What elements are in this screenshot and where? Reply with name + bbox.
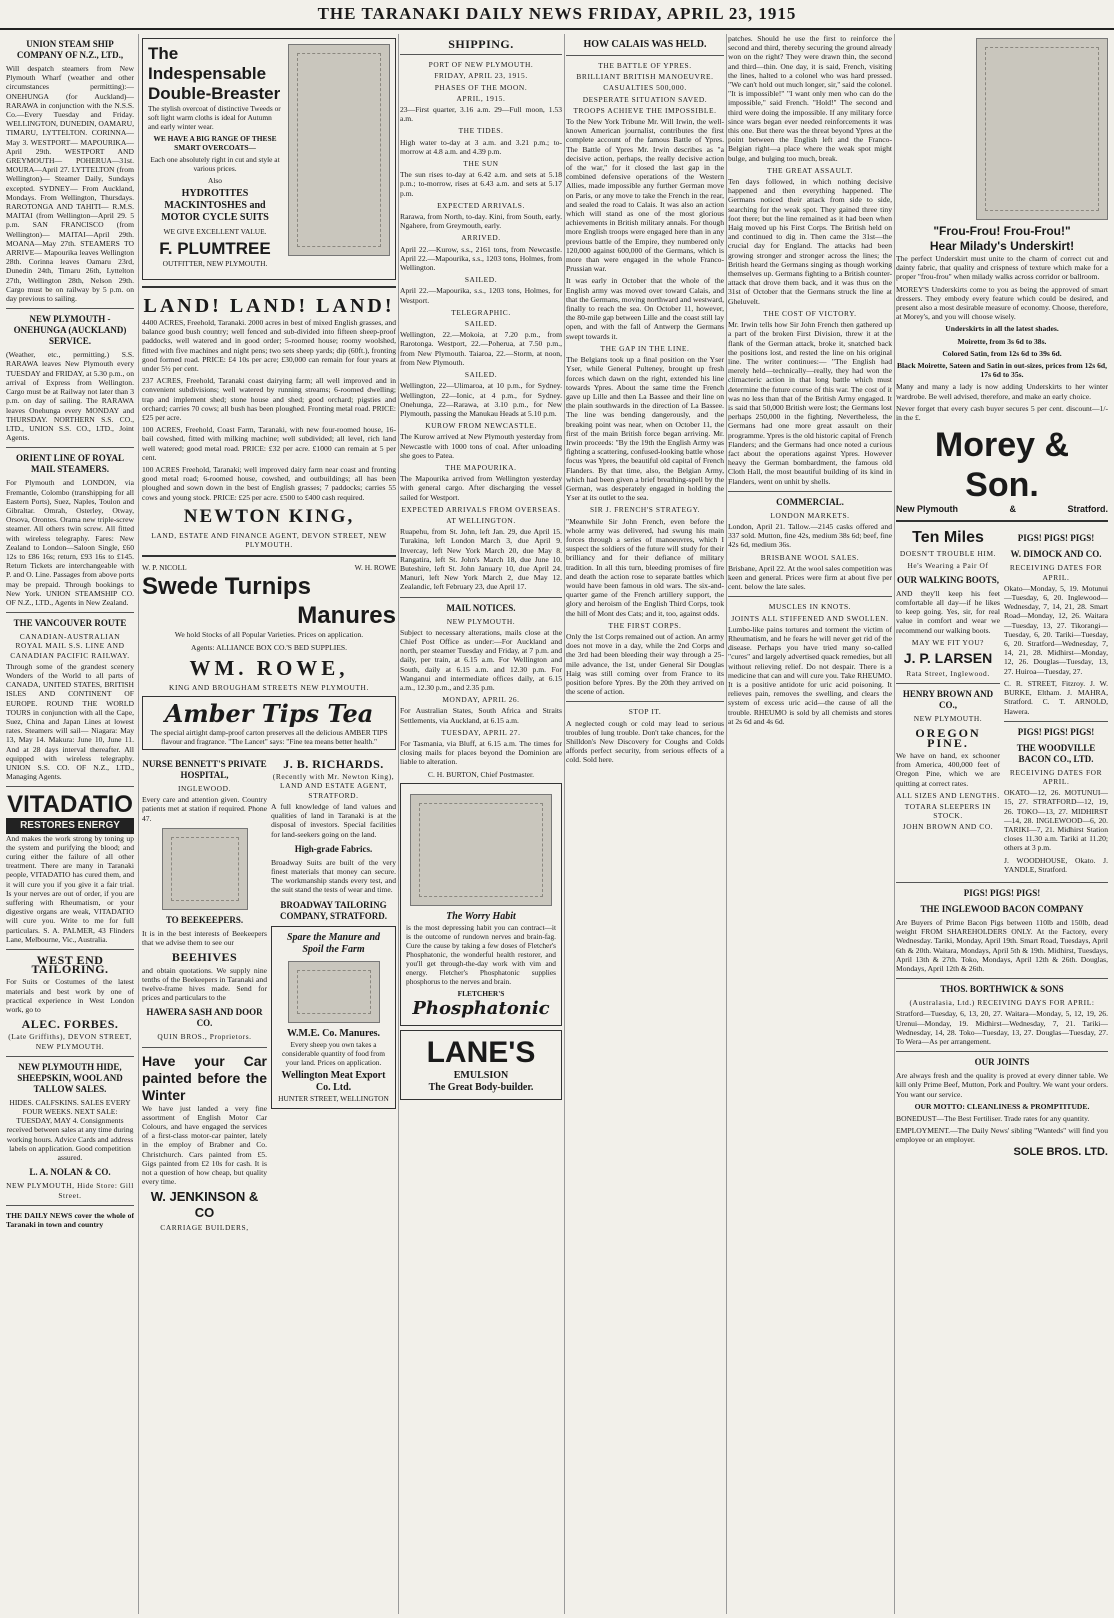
nolan-sub: NEW PLYMOUTH, Hide Store: Gill Street. (6, 1181, 134, 1200)
sun-text: The sun rises to-day at 6.42 a.m. and sets at 5.18 p.m.; to-morrow, rises at 6.43 a.m. and sets at 5.17 p.m. (400, 170, 562, 198)
vitadatio-text: And makes the work strong by toning up the system and purifying the blood; and curing either the failure of all other treatment. There are many in Taranaki people, VITADATIO has cured them, and it will cure you if you give it a fair trial. Is your nerves are out of order, if you are suffering with Rheumatism, or your digestive organs are weak, VITADATIO will cure you. Write to me for full particulars. S. A. PALMER, 43 Flinders Lane, Melbourne, Vic., Australia. (6, 833, 134, 944)
divider (400, 597, 562, 598)
port-title: PORT OF NEW PLYMOUTH. (428, 60, 534, 70)
fabrics-title: High-grade Fabrics. (294, 843, 373, 854)
morey-amp: & (1009, 504, 1016, 515)
masthead: THE TARANAKI DAILY NEWS FRIDAY, APRIL 23, 1915 (0, 0, 1114, 30)
divider (566, 55, 724, 56)
amber-tips-title: Amber Tips Tea (164, 699, 374, 729)
inglewood-bacon-name: THE INGLEWOOD BACON COMPANY (920, 903, 1084, 914)
discount-text: Never forget that every cash buyer secures 5 per cent. discount—1/- in the £. (896, 403, 1108, 423)
hawera-name: HAWERA SASH AND DOOR CO. (146, 1007, 263, 1029)
divider (6, 949, 134, 950)
lanes-title: LANE'S (426, 1035, 536, 1069)
wellington-meat-sub: HUNTER STREET, WELLINGTON (278, 1093, 389, 1103)
column-6 (896, 34, 1108, 1614)
divider (896, 978, 1108, 979)
london-text: London, April 21. Tallow.—2145 casks offered and 337 sold. Mutton, fine 42s, medium 38s 6d; beef, fine 42s 6d, medium 36s. (728, 521, 892, 550)
many-text: Many and many a lady is now adding Underskirts to her winter wardrobe. Be well advised, therefore, and make an early choice. (896, 382, 1108, 401)
mail-text: Subject to necessary alterations, mails close at the Chief Post Office as under:—For Auckland and north, per steamer Tuesday and Friday, at 7 p.m. and daily, per train, at 6.15 a.m. For Wellington and South, daily at 6.15 a.m. and 12.30 p.m. For Wanganui and intermediate offices daily, at 6.15 a.m., 12.30 p.m., and 2.35 p.m. (400, 627, 562, 692)
vancouver-title: THE VANCOUVER ROUTE (13, 618, 127, 629)
fit-line: MAY WE FIT YOU? (911, 637, 985, 647)
shipping-title: SHIPPING. (448, 37, 514, 51)
column-2 (142, 34, 396, 1614)
phases-month: APRIL, 1915. (456, 93, 506, 103)
arrived-title: ARRIVED. (461, 233, 501, 243)
plumtree-title: The Indespensable Double-Breaster (148, 44, 281, 103)
larsen-sub: Rata Street, Inglewood. (906, 669, 990, 679)
sun-title: THE SUN (463, 159, 499, 169)
tides-title: THE TIDES. (458, 126, 504, 136)
totara-line: TOTARA SLEEPERS IN STOCK. (904, 801, 992, 821)
hospital-title: NURSE BENNETT'S PRIVATE HOSPITAL, (142, 759, 267, 781)
sailed3-text: Wellington, 22—Ulimaroa, at 10 p.m., for Sydney. Wellington, 22—Ionic, at 4 p.m., for Sydney. Onehunga, 22—Rarawa, at 3.10 p.m., for New Plymouth, passing the Manukau Heads at 5.10 p.m. (400, 381, 562, 418)
hide-title: NEW PLYMOUTH HIDE, SHEEPSKIN, WOOL AND TALLOW SALES. (17, 1061, 123, 1094)
brown-sub: NEW PLYMOUTH. (913, 714, 983, 724)
rowe-short: W. H. ROWE (354, 563, 396, 573)
land-listing-4: 100 ACRES Freehold, Taranaki; well improved dairy farm near coast and fronting good metal road; 6-roomed house, cowshed, and outbuildings; all has been ploughed and sown down in the best of English grasses; 7 paddocks; carries 55 cows and young stock. PRICE: £25 per acre. £500 to £400 cash required. (142, 465, 396, 502)
oregon-title: OREGON PINE. (915, 726, 981, 750)
column-5 (728, 34, 892, 1614)
pigs-header: PIGS! PIGS! PIGS! (1017, 726, 1095, 737)
car-text: We have just landed a very fine assortment of English Motor Car Colours, and have engaged the services of a first-class motor-car painter, lately in the employ of Brabner and Co. Christchurch. Cars painted from £5. Gigs painted from £2 10s for cash. It is not a question of how cheap, but quality every time. (142, 1103, 267, 1187)
union-text: Will despatch steamers from New Plymouth Wharf (weather and other circumstances permitting):— ONEHUNGA (for Auckland)— RARAWA in conjunction with the N.S.S. Co.—Every Tuesday and Friday. WELLINGTON, DUNEDIN, OAMARU, TIMARU, LYTTELTON. CORINNA—May 3. WESTPORT— MAPOURIKA—April 29th. WESTPORT AND GREYMOUTH— POHERUA—31st. MOURA—April 27. LYTTELTON (from Wellington)— Steamer Daily, Sundays excepted. SYDNEY— From Auckland, Mondays. From Wellington, Thursdays. RAROTONGA AND TAHITI— R.M.S. MAITAI (from Wellington—April 29. 5 p.m. SAN FRANCISCO (from Wellington)— MAITAI—April 29th. MOANA—May 27th. STEAMERS TO ARRIVE— Mapourika leaves Wellington 28th. Corinna leaves Oamaru 23rd, Dunedin 24th, Timaru 26th, Lyttelton 27th, Wellington 28th, Nelson 29th. Cargo must be on railway by 5 p.m. on day previous to sailing. (6, 64, 134, 304)
overseas-title: EXPECTED ARRIVALS FROM OVERSEAS. (401, 504, 561, 514)
monday-text: For Australian States, South Africa and Straits Settlements, via Auckland, at 6.15 a.m. (400, 706, 562, 725)
orient-text: For Plymouth and LONDON, via Fremantle, Colombo (transhipping for all Eastern Ports), Suez, Naples, Toulon and Gibraltar. Omrah, Osterley, Otway, Orsova, Orontes. Orama new triple-screw steamer. All others twin screw. All fitted with wireless telegraphy. Fares: New Zealand to London—Saloon Single, £60 12s to £86 16s; return, £93 16s to £145. Return Tickets are interchangeable with P. and O. Line. Passages from above ports may be prepaid. Through bookings to New York. UNION STEAMSHIP CO. OF N.Z., LTD., Agents in New Zealand. (6, 478, 134, 607)
beehive-illustration (162, 828, 248, 910)
pair-line: He's Wearing a Pair Of (907, 560, 989, 570)
divider (896, 882, 1108, 883)
woodville-agents: J. WOODHOUSE, Okato. J. YANDLE, Stratford. (1004, 855, 1108, 874)
mail-title: MAIL NOTICES. (446, 602, 516, 613)
calais-headline: HOW CALAIS WAS HELD. (583, 39, 707, 50)
bee-text-2: and obtain quotations. We supply nine tenths of the Beekeepers in Taranaki and twelve-frame hives made. Send for prices and particulars to the (142, 965, 267, 1003)
worry-title: The Worry Habit (446, 910, 516, 922)
manure-ad (271, 926, 396, 1109)
plumtree-firm: F. PLUMTREE (159, 239, 271, 258)
broadway-name: BROADWAY TAILORING COMPANY, STRATFORD. (279, 899, 388, 921)
monday-title: MONDAY, APRIL 26. (442, 695, 520, 705)
brilliant-sub: BRILLIANT BRITISH MANOEUVRE. (576, 72, 714, 82)
troops-sub: TROOPS ACHIEVE THE IMPOSSIBLE. (573, 105, 717, 115)
wmc-text: Every sheep you own takes a considerable quantity of food from your land. Prices on application. (281, 1039, 386, 1067)
dimock-text: Okato—Monday, 5, 19. Motunui—Tuesday, 6, 20. Inglewood—Wednesday, 7, 14, 21, 28. Smart Road—Monday, 12, 26. Waitara—Tuesday, 13, 27. Tikorangi—Tuesday, 6, 20. Tariki—Tuesday, 6, 20. Stratford—Wednesday, 7, 14, 21, 28. Midhirst—Monday, 12, 26. Douglas—Tuesday, 13, 27. Huiroa—Tuesday, 27. (1004, 583, 1108, 676)
inglewood-bacon-text: Are Buyers of Prime Bacon Pigs between 110lb and 150lb, dead weight FROM SHAREHOLDERS ONLY. At the Factory, every Wednesday. Tariki, Monday, April 19th. Smart Road, Tuesdays, April 6th & 20th. Waitara, Mondays, April 5th & 19th. Midhirst, Tuesdays, April 13th & 27th. Toko, Mondays, April 12th & 26th. Douglas, Mondays, April 12th & 26th. (896, 917, 1108, 973)
article-paragraph: To the New York Tribune Mr. Will Irwin, the well-known American journalist, contributes the first complete account of the famous Battle of Ypres. The Battle of Ypres Mr. Irwin describes as "a decisive action, perhaps, the really decisive action of the war," for it closed the last gap in the combined defensive operations of the Western Allies, made impossible any further German move on Paris, or any move to take the French in the rear, and sealed the road to Calais. It was also an action which will stand as one of the most glorious achievements in British military annals. For though more English troops were engaged here than in any previous battle of the Empire, they numbered only 120,000 against 600,000 of the Germans, which is more than were engaged in the whole Franco-Prussian war. (566, 117, 724, 274)
mapourika-text: The Mapourika arrived from Wellington yesterday with general cargo. After discharging the vessel sailed for Westport. (400, 474, 562, 502)
richards-text: A full knowledge of land values and qualities of land in Taranaki is at the disposal of investors. Special facilities for land-seekers going on the land. (271, 801, 396, 839)
stop-text: A neglected cough or cold may lead to serious troubles of lung trouble. Don't take chances, for the Shilldon's New Discovery for Coughs and Colds affords perfect security, from serious effects of a cold. Sold here. (566, 718, 724, 765)
phases-text: 23—First quarter, 3.16 a.m. 29—Full moon, 1.53 a.m. (400, 105, 562, 124)
article-paragraph: Mr. Irwin tells how Sir John French then gathered up a part of the broken First Division, threw it at the flank of the German attack, broke it, snatched back the positions lost, and rested the line on his original line. The writer continues:— "The English had merely held—technically—really, they had won the climacteric action in that long battle which must determine the future course of this war. The cost of it was no less than that of the British Army engaged. It is said that 50,000 British were lost; the Germans lost perhaps 250,000 in the fighting. Nevertheless, the Germans had one more great assault on their programme. Ypres is the old historic capital of French Flanders; and the Germans had once noted a curious fact about the operations against Ypres. However heavy the German bombardment, the famous old Cloth Hall, the most beautiful building of its kind in Flanders, went on unhit by shells. (728, 320, 892, 486)
muscles-sub: JOINTS ALL STIFFENED AND SWOLLEN. (731, 613, 889, 623)
satin-line: Colored Satin, from 12s 6d to 39s 6d. (942, 348, 1062, 358)
divider (6, 1205, 134, 1206)
tuesday-title: TUESDAY, APRIL 27. (441, 727, 521, 737)
plumtree-text: The stylish overcoat of distinctive Tweeds or soft light warm cloths is ideal for Autumn and early winter wear. (148, 104, 281, 131)
article-paragraph: Ten days followed, in which nothing decisive happened and then everything happened. The Germans noticed their attack from side to side, searching for the weak spot. They gained three tiny foot there; but the line remained as it had been when Haig moved up his First Corps. The British held on and continued to dig in. Then came the 31st—the crucial day for England. The attacks had been growing stronger and stronger across the lines; the British heard the Germans singing as though working themselves up. Germans fighting to a British counter-attack that drove them back, and it was thus on the 31st of October that the Germans struck the line at Gheluvelt. (728, 177, 892, 306)
wellington-meat: Wellington Meat Export Co. Ltd. (281, 1069, 386, 1093)
wmc-title: W.M.E. Co. Manures. (286, 1027, 381, 1039)
column-rule (726, 34, 727, 1614)
divider (896, 683, 1000, 684)
plumtree-range: WE HAVE A BIG RANGE OF THESE SMART OVERCOATS— (153, 134, 277, 152)
divider (6, 612, 134, 613)
phosphatonic-title: Phosphatonic (412, 997, 550, 1019)
column-rule (564, 34, 565, 1614)
union-title: UNION STEAM SHIP COMPANY OF N.Z., LTD., (16, 39, 124, 60)
dimock-sub: RECEIVING DATES FOR APRIL. (1009, 563, 1103, 582)
article-paragraph: The Belgians took up a final position on the Yser Yser, while General Pulteney, brought up fresh forces which dawn on the right, extended his line towards Ypres. About the same time the French gave up Lille and then La Bassee and their line on the plain southwards in the direction of La Bassee. The line was bending dangerously, and the breaking point was near, when on October 11, the first of the main British force began arriving. Mr. Irwin proceeds: "By the 19th the English Army was fighting a scattering, confused-looking battle whose focus was Ypres, the beautiful old capital of French Flanders. By that time, also, the Belgian Army, which had been given a brief breathing-spell by the German, was desperately engaged in holding the Yser at its outlet to the sea. (566, 355, 724, 503)
hospital-sub: INGLEWOOD. (178, 784, 231, 794)
divider (142, 1047, 267, 1048)
vancouver-sub: CANADIAN-AUSTRALIAN ROYAL MAIL S.S. LINE AND CANADIAN PACIFIC RAILWAY. (10, 632, 130, 660)
vitadatio-banner: RESTORES ENERGY (6, 818, 134, 833)
tenmiles-title: Ten Miles (912, 529, 984, 547)
tenmiles-sub: DOESN'T TROUBLE HIM. (899, 549, 997, 559)
article-paragraph: patches. Should he use the first to reinforce the second and third, thereby securing the ground already won on the right? They were drawn thin, the second and third—thin. One day, it is said, French, visiting the lines, halted to a colonel who was hard pressed. "We can't hold out much longer, sir," said the colonel. "It is impossible!" "I want only men who can do the impossible," said French. "Hold!" The second and third were doing the impossible. If any military force since wars began ever needed reinforcements it was this one. But there was the threat beyond Ypres at the point between the English left and the Franco-Belgian right—a place where the weak spot might bulge, and bulging too much, break. (728, 34, 892, 163)
larsen-name: J. P. LARSEN (903, 650, 993, 667)
brisbane-text: Brisbane, April 22. At the wool sales competition was keen and general. Prices were firm at about five per cent. below the late sales. (728, 563, 892, 592)
footer-note: THE DAILY NEWS cover the whole of Taranaki in town and country (6, 1210, 134, 1229)
lady-figure-illustration (976, 38, 1108, 220)
overcoat-figure-illustration (288, 44, 390, 256)
nolan-name: L. A. NOLAN & CO. (29, 1167, 111, 1178)
dimock-agents: C. R. STREET, Fitzroy. J. W. BURKE, Eltham. J. MAHRA, Stratford. C. T. ARNOLD, Hawera. (1004, 678, 1108, 716)
at-wellington: AT WELLINGTON. (446, 515, 516, 525)
phosphatonic-ad (400, 783, 562, 1026)
brown-name: HENRY BROWN AND CO., (902, 689, 994, 711)
worry-text: is the most depressing habit you can contract—it is the outcome of rundown nerves and brain-fag. Cure the cause by taking a few doses of Fletcher's Phosphatonic, the wonderful health restorer, and you'll get through-the-day work with vim and energy. Fletcher's Phosphatonic supplies phosphorus to the nerves and brain. (406, 922, 556, 986)
column-1 (6, 34, 134, 1614)
vancouver-text: Through some of the grandest scenery Wonders of the World to all parts of CANADA, UNITED STATES, BRITISH ISLES AND CONTINENT OF EUROPE. ROUND THE WORLD TOURS in conjunction with all the Cape, Suez, China and Japan Lines at lowest rates. Steamers will sail— Niagara: May 13, May 14. Makura: June 10, June 11. And at 28 days interval thereafter. All equipped with wireless telegraphy. UNION S.S. CO. OF N.Z., LTD., Managing Agents. (6, 661, 134, 782)
employment-line: EMPLOYMENT.—The Daily News' sibling "Wanteds" will find you employee or an employer. (896, 1126, 1108, 1145)
divider (1004, 721, 1108, 722)
morey-text: MOREY'S Underskirts come to you as being the approved of smart dressers. They embody every feature which could be desired, and present also a most desirable measure of economy. Choose, therefore, at Morey's, and you will choose wisely. (896, 284, 1108, 322)
swede-turnips: Swede Turnips (142, 573, 311, 601)
commercial-title: COMMERCIAL. (776, 496, 844, 507)
tuesday-text: For Tasmania, via Bluff, at 6.15 a.m. The times for closing mails for places beyond the Dominion are liable to alteration. (400, 739, 562, 767)
westend-text: For Suits or Costumes of the latest materials and best work by one of practical experience in West London work, go to (6, 977, 134, 1015)
pigs-header: PIGS! PIGS! PIGS! (963, 887, 1041, 898)
divider (142, 286, 396, 288)
boots-text: AND they'll keep his feet comfortable all day—if he likes to keep going. Yes, sir, for real value in comfort and wear we recommend our walking boots. (896, 588, 1000, 635)
spare-title: Spare the Manure and Spoil the Farm (286, 931, 381, 955)
column-rule (138, 34, 139, 1614)
stop-sub: STOP IT. (628, 707, 662, 717)
morey-np: New Plymouth (896, 504, 959, 515)
woodville-text: OKATO—12, 26. MOTUNUI—15, 27. STRATFORD—12, 19, 26. TOKO—13, 27. MIDHIRST—14, 28. INGLEWOOD—6, 20. TARIKI—7, 21. Midhirst Station closes 11.30 a.m. Tariki at 11.20; others at 3 p.m. (1004, 788, 1108, 853)
underskirts-line: Underskirts in all the latest shades. (945, 324, 1059, 334)
nicoll-name: W. P. NICOLL (142, 563, 187, 573)
jenkinson-name: W. JENKINSON & CO (150, 1189, 259, 1221)
sailed2-title: SAILED. (464, 319, 498, 329)
orient-title: ORIENT LINE OF ROYAL MAIL STEAMERS. (16, 453, 124, 475)
arrived-text: April 22.—Kurow, s.s., 2161 tons, from Newcastle. April 22.—Mapourika, s.s., 1203 tons, Holmes, from Wellington. (400, 244, 562, 273)
land-listing-3: 100 ACRES, Freehold, Coast Farm, Taranaki, with new four-roomed house, 16-bail cowshed, fitted with milking machine; well subdivided; all level, rich land well watered; good metal road. PRICE: £32 per acre. £1000 can remain at 5 per cent. (142, 425, 396, 462)
richards-sub: (Recently with Mr. Newton King), LAND AND ESTATE AGENT, STRATFORD. (272, 772, 395, 800)
plumtree-ad (142, 38, 396, 280)
plumtree-each: Each one absolutely right in cut and style at various prices. (150, 155, 280, 173)
column-3 (400, 34, 562, 1614)
amber-tips-sub: The special airtight damp-proof carton preserves all the delicious AMBER TIPS flavour and fragrance. "The Lancet" says: "Fine tea means better health." (150, 728, 388, 747)
wm-rowe: WM. ROWE, (189, 655, 349, 680)
expected-title: EXPECTED ARRIVALS. (437, 200, 525, 210)
forbes-sub: (Late Griffiths), DEVON STREET, NEW PLYMOUTH. (8, 1032, 132, 1051)
fletchers: FLETCHER'S (457, 988, 505, 998)
land-listing-1: 4400 ACRES, Freehold, Taranaki. 2000 acres in best of mixed English grasses, and balance good bush country; well fenced and sub-divided into fifteen sheep-proof paddocks, well watered and in good order; 5-roomed house; roomy woolshed, fitted with five machines and night pens; two sets sheep yards; dip (60ft.), fronting good formed road. PRICE: £4 10s per acre; £30,000 can remain for four years at under 5½ per cent. (142, 318, 396, 374)
vitadatio-title: VITADATIO (7, 791, 133, 819)
casualties-sub: CASUALTIES 500,000. (603, 83, 687, 93)
froufrou-text: The perfect Underskirt must unite to the charm of correct cut and dainty fabric, that quality and crispness of texture which make for a proper "frou-frou" when milady walks across corridor or ballroom. (896, 254, 1108, 282)
beekeepers-title: TO BEEKEEPERS. (165, 914, 244, 925)
article-paragraph: It was early in October that the whole of the English army was moved over toward Calais, and that the Germans, moving northward and westward, finally to reach the sea. On October 11, however, the 80-mile gap between Lille and the coast still lay open, and with the fall of Antwerp the Germans swept towards it. (566, 276, 724, 341)
moirette-line: Moirette, from 3s 6d to 38s. (957, 336, 1047, 346)
newton-king: NEWTON KING, (183, 505, 355, 527)
divider (6, 447, 134, 448)
bee-text: It is in the best interests of Beekeepers that we advise them to see our (142, 928, 267, 948)
column-4 (566, 34, 724, 1614)
divider (566, 701, 724, 702)
car-title: Have your Car painted before the Winter (142, 1052, 267, 1103)
np-onehunga-text: (Weather, etc., permitting.) S.S. RARAWA leaves New Plymouth every TUESDAY and FRIDAY, at 5.30 p.m., on arrival of Express from Wellington. Cargo must be at Railway not later than 3 p.m. on day of sailing. The RARAWA leaves Onehunga every MONDAY and THURSDAY. NORTHERN S.S. CO., LTD., UNION S.S. CO., LTD., Joint Agents. (6, 350, 134, 443)
oregon-text: We have on hand, ex schooner from America, 400,000 feet of Oregon Pine, which we are quitting at correct rates. (896, 750, 1000, 788)
mail-np: NEW PLYMOUTH. (446, 616, 516, 626)
divider (400, 54, 562, 55)
brisbane-title: BRISBANE WOOL SALES. (760, 552, 860, 562)
dimock-name: W. DIMOCK AND CO. (1010, 549, 1102, 560)
plumtree-value: WE GIVE EXCELLENT VALUE. (163, 227, 267, 236)
beehives-title: BEEHIVES (171, 950, 238, 965)
joints-title: OUR JOINTS (974, 1057, 1030, 1068)
postmaster: C. H. BURTON, Chief Postmaster. (427, 769, 535, 779)
hide-text: HIDES. CALFSKINS. SALES EVERY FOUR WEEKS. NEXT SALE: TUESDAY, MAY 4. Consignments received between sales at any time during working hours. Advice Cards and address labels on application. Good competition assured. (6, 1097, 134, 1163)
divider (896, 1051, 1108, 1052)
column-rule (894, 34, 895, 1614)
borthwick-text: Stratford—Tuesday, 6, 13, 20, 27. Waitara—Monday, 5, 12, 19, 26. Urenui—Monday, 19. Midhirst—Wednesday, 7, 21. Tariki—Wednesday, 14, 28. Toko—Tuesday, 13, 27. Douglas—Tuesday, 27. To Wera—As per arrangement. (896, 1009, 1108, 1046)
muscles-text: Lumbo-like pains tortures and torment the victim of Rheumatism, and he fears he will never get rid of the disease. Perhaps you have tried many so-called "cures" and largely advertised quack remedies, but all without relieving relief. Do not despair. There is a medicine that can and will cure you. Take RHEUMO. It is a positive antidote for uric acid poisoning. It relieves pain, removes the swelling, and clears the system of excess uric acid—the cause of all the trouble. RHEUMO is sold by all chemists and stores at 2s 6d and 4s 6d. (728, 624, 892, 726)
divider (896, 520, 1108, 522)
divider (142, 555, 396, 557)
article-paragraph: "Meanwhile Sir John French, even before the whole army was delivered, had swung his main forces through a series of manoeuvres, which I suspect the soldiers of the future will study for their brilliancy and for their defiance of military tradition. In all this turn, bleeding promises of fire and death the action rose to separate battles which would have been famous in old wars. The six-and-quarter game of the French artillery support, the glory and heroism of the English Third Corps, took the hill of Mont des Cats; and it, too, against odds. (566, 516, 724, 618)
fabrics-text: Broadway Suits are built of the very finest materials that money can secure. The workmanship stands every test, and the suit stand the tests of wear and time. (271, 857, 396, 895)
worried-man-illustration (410, 794, 552, 906)
jenkinson-sub: CARRIAGE BUILDERS, (160, 1223, 249, 1233)
amber-tips-ad (142, 696, 396, 750)
plumtree-also: Also (208, 176, 222, 185)
sailed-text: April 22.—Mapourika, s.s., 1203 tons, Holmes, for Westport. (400, 286, 562, 305)
farm-illustration (288, 961, 380, 1023)
borthwick-sub: (Australasia, Ltd.) RECEIVING DAYS FOR APRIL: (909, 998, 1095, 1008)
boots-title: OUR WALKING BOOTS, (896, 574, 1000, 585)
stocks-note: We hold Stocks of all Popular Varieties. Prices on application. (174, 630, 364, 640)
bodybuilder: The Great Body-builder. (428, 1081, 534, 1093)
telegraphic-title: TELEGRAPHIC. (451, 307, 511, 317)
forbes-name: ALEC. FORBES. (21, 1017, 119, 1032)
assault-sub: THE GREAT ASSAULT. (766, 165, 853, 175)
borthwick-name: THOS. BORTHWICK & SONS (940, 984, 1064, 995)
sailed-title: SAILED. (464, 275, 498, 285)
westend-title: WEST END TAILORING. (31, 953, 109, 977)
article-paragraph: Only the 1st Corps remained out of action. An army does not move in a day, while the 2nd Corps and the 3rd had been bleeding their way through a 25-mile advance, the 1st, under General Sir Douglas Haig was still coming over from France to its position before Ypres. By the 20th they arrived on the scene of action. (566, 631, 724, 697)
morey-name: Morey & Son. (934, 426, 1070, 505)
joints-text: Are always fresh and the quality is proved at every dinner table. We kill only Prime Beef, Mutton, Pork and Poultry. We want your orders. You want our service. (896, 1071, 1108, 1099)
mapourika-title: THE MAPOURIKA. (445, 462, 517, 472)
cost-sub: THE COST OF VICTORY. (763, 308, 857, 318)
np-onehunga-title: NEW PLYMOUTH - ONEHUNGA (AUCKLAND) SERVICE. (13, 314, 127, 347)
motto-line: OUR MOTTO: CLEANLINESS & PROMPTITUDE. (914, 1101, 1090, 1111)
muscles-title: MUSCLES IN KNOTS. (768, 602, 852, 612)
woodville-sub: RECEIVING DATES FOR APRIL. (1009, 767, 1103, 786)
land-title: LAND! LAND! LAND! (143, 295, 395, 317)
port-date: FRIDAY, APRIL 23, 1915. (434, 71, 528, 81)
newton-king-sub: LAND, ESTATE AND FINANCE AGENT, DEVON STREET, NEW PLYMOUTH. (151, 530, 387, 550)
sailed3-title: SAILED. (464, 370, 498, 380)
phases-title: PHASES OF THE MOON. (434, 82, 528, 92)
divider (6, 786, 134, 787)
morey-st: Stratford. (1067, 504, 1108, 515)
tides-text: High water to-day at 3 a.m. and 3.21 p.m.; to-morrow at 4.8 a.m. and 4.39 p.m. (400, 137, 562, 156)
richards-name: J. B. RICHARDS. (283, 757, 384, 772)
overseas-text: Ruapehu, from St. John, left Jan. 29, due April 15. Turakina, left London March 3, due April 9. Invercay, left New York March 20, due May 8. Rangatira, left St. John's March 18, due June 10. Buteshire, left St. John January 10, due April 24. Manuri, left New York March 2, due May 12. Zealandic, left February 23, due April 17. (400, 527, 562, 592)
land-listing-2: 237 ACRES, Freehold, Taranaki coast dairying farm; all well improved and in convenient subdivisions; well watered by running streams; 6-roomed dwelling; trap and implement shed; stone house and shed; good orchard; pigsties and orchard; carries 70 cows; all bush has been ploughed. Fronting metal road. PRICE: £25 per acre. (142, 376, 396, 423)
sole-bros: SOLE BROS. LTD. (1013, 1145, 1108, 1158)
divider (728, 491, 892, 492)
first-corps-sub: THE FIRST CORPS. (608, 620, 682, 630)
froufrou-title: "Frou-Frou! Frou-Frou!" (933, 224, 1071, 238)
lanes-emulsion-ad (400, 1030, 562, 1100)
divider (728, 596, 892, 597)
sizes-line: ALL SIZES AND LENGTHS. (896, 790, 1000, 800)
kurow-title: KUROW FROM NEWCASTLE. (425, 421, 537, 431)
woodville-name: THE WOODVILLE BACON CO., LTD. (1016, 742, 1096, 764)
wm-rowe-sub: KING AND BROUGHAM STREETS NEW PLYMOUTH. (169, 682, 369, 692)
london-title: LONDON MARKETS. (770, 510, 850, 520)
jbrown-name: JOHN BROWN AND CO. (902, 822, 994, 832)
sailed2-text: Wellington, 22.—Mokoia, at 7.20 p.m., from Rarotonga. Westport, 22.—Poherua, at 7.50 p.m., from New Plymouth. Taiaroa, 22.—Storm, at noon, from New Plymouth. (400, 330, 562, 367)
froufrou-sub: Hear Milady's Underskirt! (929, 239, 1075, 253)
plumtree-items: HYDROTITES MACKINTOSHES and MOTOR CYCLE SUITS (161, 188, 269, 223)
emulsion-title: EMULSION (453, 1069, 509, 1081)
column-rule (398, 34, 399, 1614)
agents-note: Agents: ALLIANCE BOX CO.'S BED SUPPLIES. (191, 642, 347, 652)
ypres-sub: THE BATTLE OF YPRES. (598, 61, 692, 70)
strategy-sub: SIR J. FRENCH'S STRATEGY. (589, 505, 701, 515)
desperate-sub: DESPERATE SITUATION SAVED. (582, 94, 708, 104)
manures: Manures (297, 602, 396, 630)
bonedust-line: BONEDUST—The Best Fertiliser. Trade rates for any quantity. (896, 1113, 1090, 1123)
divider (6, 308, 134, 309)
plumtree-firm-sub: OUTFITTER, NEW PLYMOUTH. (162, 259, 268, 268)
kurow-text: The Kurow arrived at New Plymouth yesterday from Newcastle with 1000 tons of coal. After unloading she goes to Patea. (400, 432, 562, 460)
hawera-sub: QUIN BROS., Proprietors. (157, 1032, 252, 1042)
hospital-text: Every care and attention given. Country patients met at station if required. Phone 47. (142, 795, 267, 823)
gap-sub: THE GAP IN THE LINE. (600, 343, 690, 353)
divider (6, 1056, 134, 1057)
expected-text: Rarawa, from North, to-day. Kini, from South, early. Ngahere, from Greymouth, early. (400, 212, 562, 231)
black-line: Black Moirette, Sateen and Satin in out-sizes, prices from 12s 6d, 17s 6d to 35s. (896, 361, 1107, 380)
pigs-header: PIGS! PIGS! PIGS! (1017, 533, 1095, 544)
